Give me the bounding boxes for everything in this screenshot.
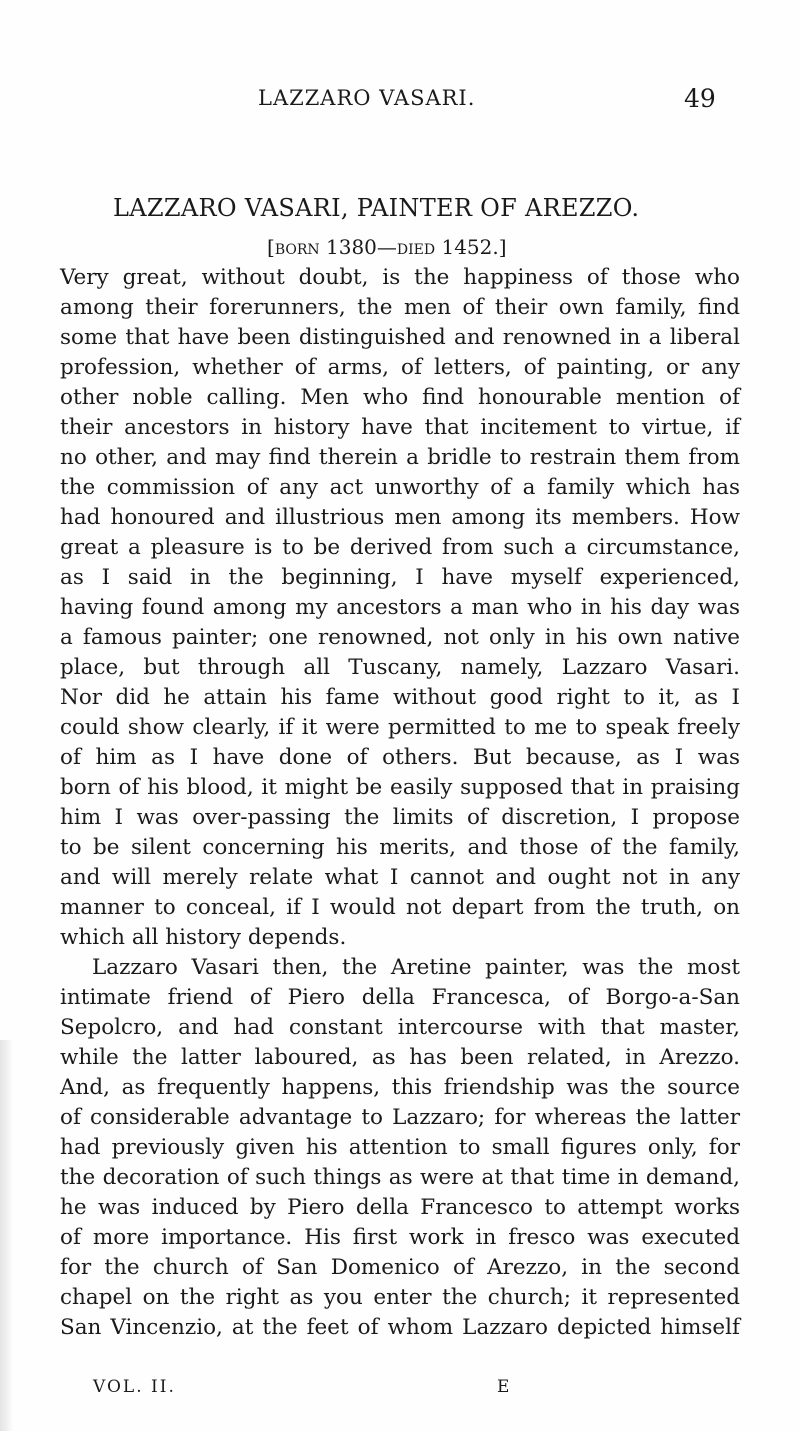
- born-label: BORN: [274, 242, 320, 258]
- born-year: 1380: [326, 235, 377, 259]
- text-line: place, but through all Tuscany, namely, Lazzaro Vasari.: [60, 655, 740, 680]
- text-line: of considerable advantage to Lazzaro; for whereas the latter: [60, 1105, 740, 1130]
- text-line: having found among my ancestors a man who in his day was: [60, 595, 740, 620]
- text-line: profession, whether of arms, of letters, of painting, or any: [60, 355, 740, 380]
- text-line: Very great, without doubt, is the happiness of those who: [60, 265, 740, 290]
- running-head: LAZZARO VASARI.: [258, 86, 476, 110]
- text-line: And, as frequently happens, this friendship was the source: [60, 1075, 740, 1100]
- text-line: their ancestors in history have that incitement to virtue, if: [60, 415, 740, 440]
- chapter-title: LAZZARO VASARI, PAINTER OF AREZZO.: [113, 194, 640, 222]
- died-year: 1452.: [441, 235, 499, 259]
- page-number: 49: [684, 84, 716, 113]
- text-line: chapel on the right as you enter the church; it represented: [60, 1285, 740, 1310]
- text-line: born of his blood, it might be easily supposed that in praising: [60, 775, 740, 800]
- dates-open-bracket: [: [267, 235, 275, 259]
- text-line: as I said in the beginning, I have myself experienced,: [60, 565, 740, 590]
- text-line: manner to conceal, if I would not depart from the truth, on: [60, 895, 740, 920]
- dates-close-bracket: ]: [498, 235, 507, 259]
- text-line: no other, and may find therein a bridle to restrain them from: [60, 445, 740, 470]
- text-line: had previously given his attention to small figures only, for: [60, 1135, 740, 1160]
- gathering-signature: E: [497, 1377, 510, 1397]
- text-line: a famous painter; one renowned, not only in his own native: [60, 625, 740, 650]
- text-line: and will merely relate what I cannot and ought not in any: [60, 865, 740, 890]
- text-line: some that have been distinguished and renowned in a liberal: [60, 325, 740, 350]
- text-line: for the church of San Domenico of Arezzo, in the second: [60, 1255, 740, 1280]
- text-line: he was induced by Piero della Francesco to attempt works: [60, 1195, 740, 1220]
- body-text: [60, 263, 740, 1343]
- birth-death-dates: [267, 235, 507, 259]
- text-line: other noble calling. Men who find honourable mention of: [60, 385, 740, 410]
- text-line: among their forerunners, the men of their own family, find: [60, 295, 740, 320]
- died-label: DIED: [396, 242, 436, 258]
- text-line: Lazzaro Vasari then, the Aretine painter, was the most: [92, 955, 740, 980]
- text-line: Nor did he attain his fame without good right to it, as I: [60, 685, 740, 710]
- text-line: him I was over-passing the limits of discretion, I propose: [60, 805, 740, 830]
- dates-dash: —: [376, 235, 397, 259]
- text-line: great a pleasure is to be derived from such a circumstance,: [60, 535, 740, 560]
- text-line: of more importance. His first work in fresco was executed: [60, 1225, 740, 1250]
- text-line: the commission of any act unworthy of a family which has: [60, 475, 740, 500]
- page-edge-shadow: [0, 1040, 14, 1431]
- text-line: Sepolcro, and had constant intercourse with that master,: [60, 1015, 740, 1040]
- text-line: intimate friend of Piero della Francesca, of Borgo-a-San: [60, 985, 740, 1010]
- text-line: San Vincenzio, at the feet of whom Lazzaro depicted himself: [60, 1315, 740, 1340]
- volume-signature: VOL. II.: [93, 1377, 176, 1397]
- text-line: to be silent concerning his merits, and those of the family,: [60, 835, 740, 860]
- text-line: had honoured and illustrious men among its members. How: [60, 505, 740, 530]
- text-line: which all history depends.: [60, 925, 347, 950]
- text-line: could show clearly, if it were permitted to me to speak freely: [60, 715, 740, 740]
- text-line: while the latter laboured, as has been related, in Arezzo.: [60, 1045, 740, 1070]
- text-line: the decoration of such things as were at that time in demand,: [60, 1165, 740, 1190]
- text-line: of him as I have done of others. But because, as I was: [60, 745, 740, 770]
